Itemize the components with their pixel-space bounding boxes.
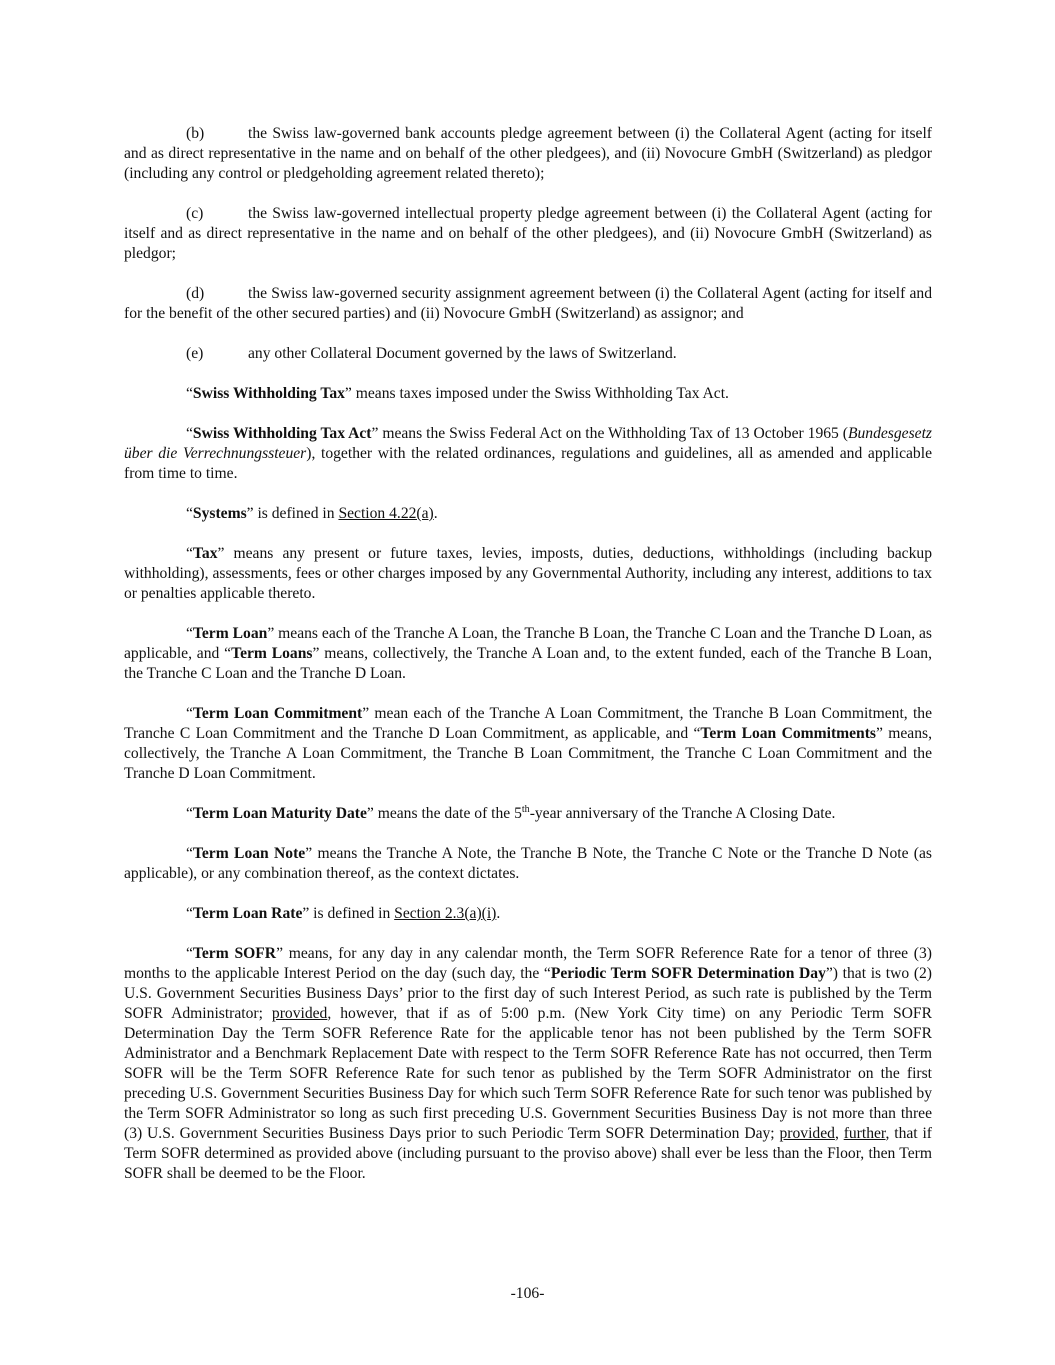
italic-german-title: Bundesgesetz über die Verrechnungssteuer [124,425,932,462]
defined-term: Swiss Withholding Tax Act [192,425,372,442]
defined-term: Term Loan Rate [192,905,303,922]
clause-text: the Swiss law-governed security assignment agreement between (i) the Collateral Agent (acting for itself and for the benefit of the other secured parties) and (ii) Novocure GmbH (Switzerland) as assignor; and [124,285,932,322]
defined-term: Term SOFR [192,945,277,962]
definition-systems: “Systems” is defined in Section 4.22(a). [186,505,438,522]
definition-term-loan-note: “Term Loan Note” means the Tranche A Note, the Tranche B Note, the Tranche C Note or the Tranche D Note (as applicable), or any combination thereof, as the context dictates. [124,845,932,882]
defined-term: Term Loan Commitments [700,725,876,742]
clause-text: the Swiss law-governed bank accounts pledge agreement between (i) the Collateral Agent (acting for itself and as direct representative in the name and on behalf of the other pledgees), and (ii) Novocure GmbH (Switzerland) as pledgor (including any control or pledgeholding agreement related thereto); [124,125,932,182]
clause-text: any other Collateral Document governed by the laws of Switzerland. [248,345,677,362]
document-page [124,124,932,1204]
defined-term: Term Loan Note [192,845,306,862]
defined-term: Tax [192,545,218,562]
defined-term: Term Loan Maturity Date [192,805,367,822]
clause-b [124,124,932,184]
defined-term: Periodic Term SOFR Determination Day [550,965,826,982]
definition-swiss-withholding-tax: “Swiss Withholding Tax” means taxes imposed under the Swiss Withholding Tax Act. [186,385,729,402]
section-reference: Section 2.3(a)(i) [394,905,497,922]
clause-c [124,204,932,264]
clause-e [124,344,932,364]
page-number: -106- [510,1285,545,1302]
defined-term: Term Loans [231,645,313,662]
underlined-word: further [843,1125,886,1142]
definition-tax: “Tax” means any present or future taxes, levies, imposts, duties, deductions, withholdings (including backup withholding), assessments, fees or other charges imposed by any Governmental Authority, including any interest, additions to tax or penalties applicable thereto. [124,545,932,602]
clause-label: (e) [186,345,204,362]
definition-term-sofr: “Term SOFR” means, for any day in any calendar month, the Term SOFR Reference Rate for a tenor of three (3) months to the applicable Interest Period on the day (such day, the “Periodic Term SOFR Determination Day”) that is two (2) U.S. Government Securities Business Days’ prior to the first day of such Interest Period, as such rate is published by the Term SOFR Administrator; provided, however, that if as of 5:00 p.m. (New York City time) on any Periodic Term SOFR Determination Day the Term SOFR Reference Rate for the applicable tenor has not been published by the Term SOFR Administrator and a Benchmark Replacement Date with respect to the Term SOFR Reference Rate has not occurred, then Term SOFR will be the Term SOFR Reference Rate for such tenor as published by the Term SOFR Administrator on the first preceding U.S. Government Securities Business Day for which such Term SOFR Reference Rate for such tenor was published by the Term SOFR Administrator so long as such first preceding U.S. Government Securities Business Day is not more than three (3) U.S. Government Securities Business Days prior to such Periodic Term SOFR Determination Day; provided, further, that if Term SOFR determined as provided above (including pursuant to the proviso above) shall ever be less than the Floor, then Term SOFR shall be deemed to be the Floor. [124,945,933,1182]
clause-label: (c) [186,205,204,222]
defined-term: Term Loan [192,625,268,642]
clause-label: (d) [186,285,205,302]
definition-swiss-withholding-tax-act: “Swiss Withholding Tax Act” means the Swiss Federal Act on the Withholding Tax of 13 October 1965 (Bundesgesetz über die Verrechnungssteuer), together with the related ordinances, regulations and guidelines, all as amended and applicable from time to time. [124,425,932,482]
clause-label: (b) [186,125,205,142]
clause-text: the Swiss law-governed intellectual property pledge agreement between (i) the Collateral Agent (acting for itself and as direct representative in the name and on behalf of the other pledgees), and (ii) Novocure GmbH (Switzerland) as pledgor; [124,205,932,262]
definition-term-loan: “Term Loan” means each of the Tranche A Loan, the Tranche B Loan, the Tranche C Loan and the Tranche D Loan, as applicable, and “Term Loans” means, collectively, the Tranche A Loan and, to the extent funded, each of the Tranche B Loan, the Tranche C Loan and the Tranche D Loan. [124,625,932,682]
underlined-word: provided [779,1125,835,1142]
clause-d [124,284,932,324]
definition-term-loan-maturity-date: “Term Loan Maturity Date” means the date of the 5th-year anniversary of the Tranche A Closing Date. [186,804,836,822]
underlined-word: provided [271,1005,328,1022]
definition-term-loan-rate: “Term Loan Rate” is defined in Section 2.3(a)(i). [186,905,501,922]
section-reference: Section 4.22(a) [338,505,434,522]
superscript: th [521,804,530,815]
definition-term-loan-commitment: “Term Loan Commitment” mean each of the Tranche A Loan Commitment, the Tranche B Loan Commitment, the Tranche C Loan Commitment and the Tranche D Loan Commitment, as applicable, and “Term Loan Commitments” means, collectively, the Tranche A Loan Commitment, the Tranche B Loan Commitment, the Tranche C Loan Commitment and the Tranche D Loan Commitment. [124,705,932,782]
defined-term: Swiss Withholding Tax [192,385,345,402]
defined-term: Term Loan Commitment [192,705,363,722]
defined-term: Systems [192,505,247,522]
